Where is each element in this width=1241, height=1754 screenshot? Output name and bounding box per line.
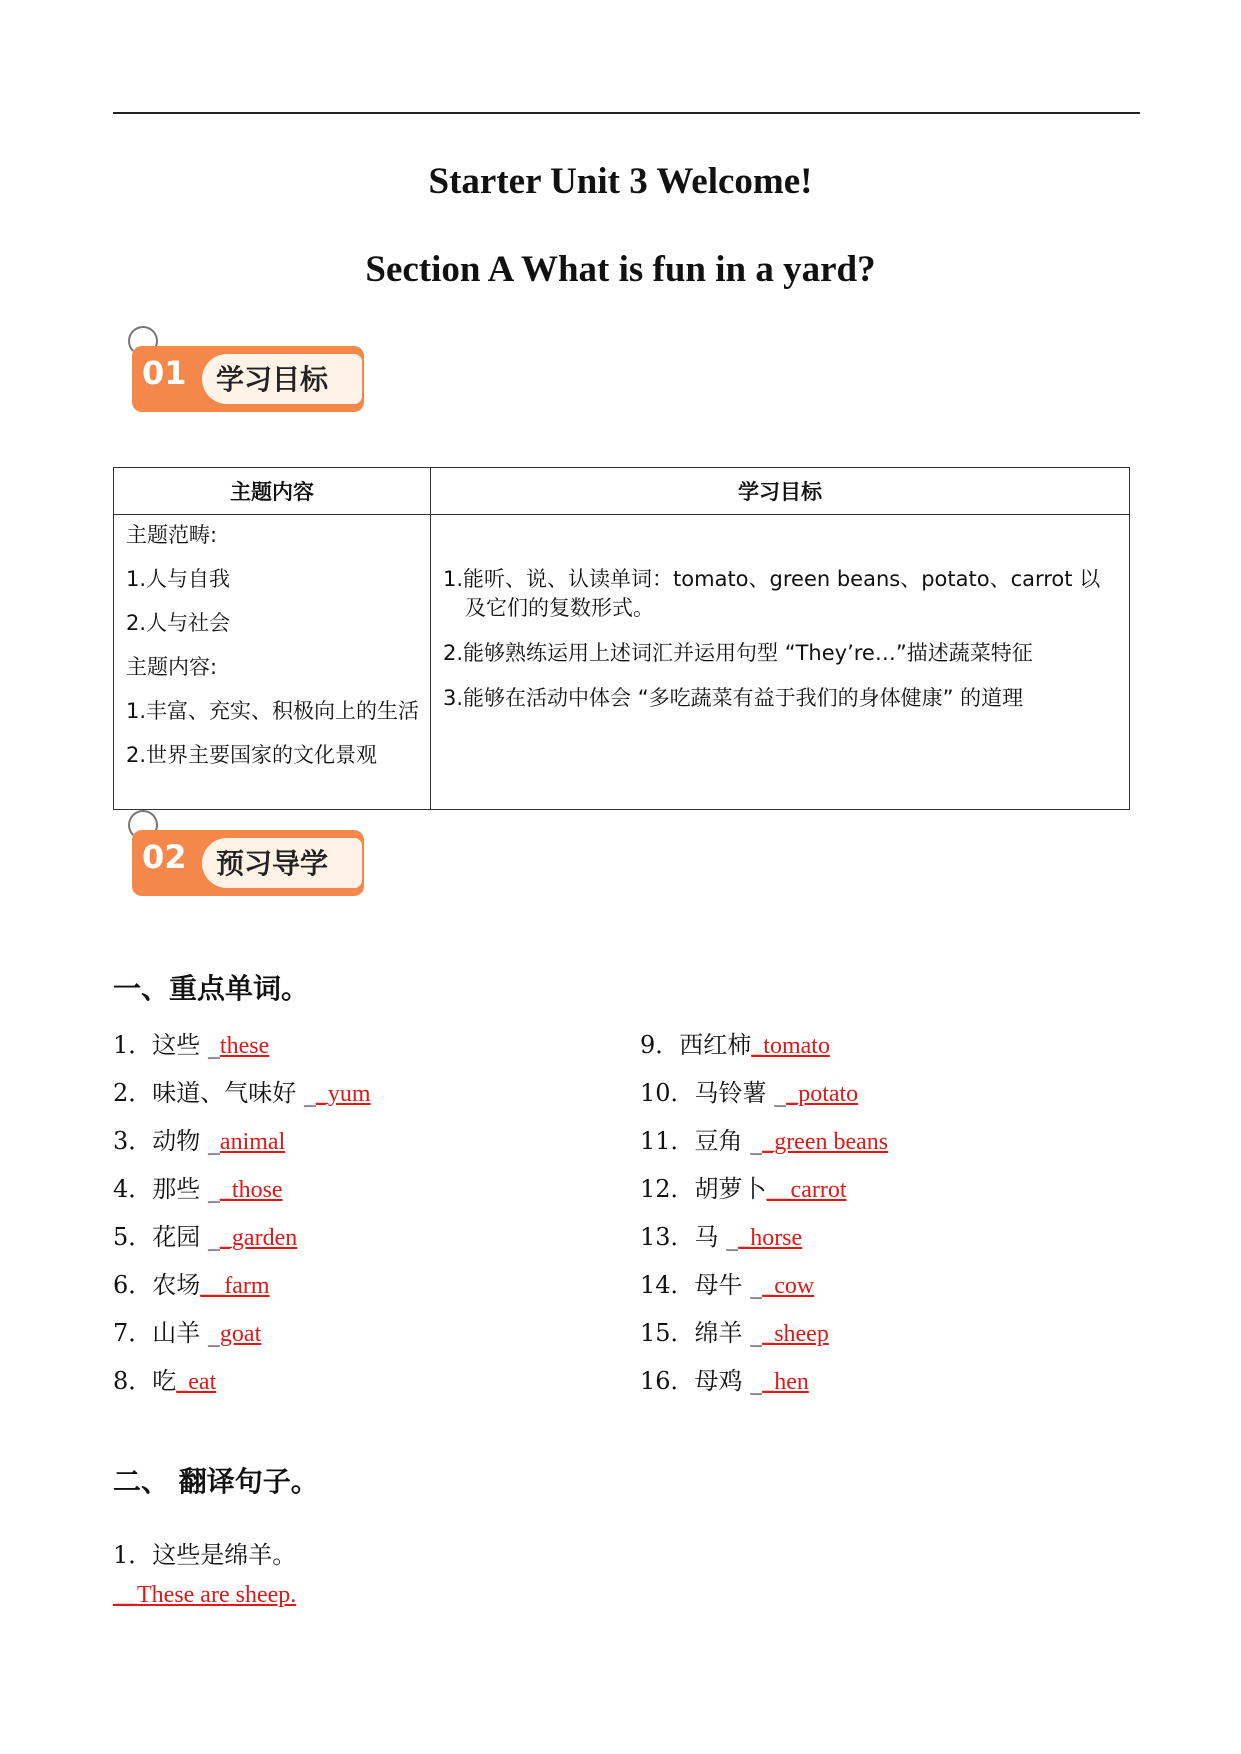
badge-number: 01: [142, 354, 187, 392]
vocab-blank: _: [742, 1367, 763, 1395]
top-rule: [113, 112, 1140, 114]
goal-line: 2.能够熟练运用上述词汇并运用句型 “They’re…”描述蔬菜特征: [443, 641, 1033, 665]
header-goals: 学习目标: [431, 468, 1130, 515]
vocab-blank: _: [200, 1175, 220, 1203]
vocab-item: [113, 1217, 297, 1252]
vocab-answer: animal: [219, 1129, 286, 1155]
vocab-item: [113, 1073, 371, 1108]
badge-preview: [128, 810, 368, 882]
topic-line: 2.人与社会: [126, 611, 231, 635]
vocab-answer: _eat: [176, 1369, 217, 1395]
vocab-number: 3．: [113, 1127, 153, 1155]
vocab-chinese: 山羊: [152, 1319, 201, 1347]
vocab-answer: these: [219, 1033, 270, 1059]
vocab-blank: _: [742, 1319, 763, 1347]
vocab-blank: _: [200, 1127, 220, 1155]
vocab-blank: _: [200, 1223, 220, 1251]
goal-line: 3.能够在活动中体会 “多吃蔬菜有益于我们的身体健康” 的道理: [443, 686, 1024, 710]
vocab-answer: _garden: [219, 1225, 298, 1251]
topic-line: 1.人与自我: [126, 567, 231, 591]
vocab-item: [113, 1313, 261, 1348]
vocab-chinese: 农场: [152, 1271, 201, 1299]
vocab-answer: _horse: [738, 1225, 803, 1251]
vocab-answer: goat: [219, 1321, 262, 1347]
vocab-number: 11．: [640, 1127, 695, 1155]
vocab-number: 15．: [640, 1319, 695, 1347]
vocab-chinese: 绵羊: [694, 1319, 743, 1347]
vocab-item: [113, 1121, 285, 1156]
vocab-chinese: 马铃薯: [694, 1079, 767, 1107]
vocab-answer: _tomato: [751, 1033, 830, 1059]
topic-cell: [114, 515, 431, 810]
header-topic: 主题内容: [114, 468, 431, 515]
vocab-chinese: 胡萝卜: [694, 1175, 767, 1203]
vocab-item: [640, 1361, 809, 1396]
goal-line: 1.能听、说、认读单词：tomato、green beans、potato、carrot 以及它们的复数形式。: [443, 567, 1101, 620]
vocab-item: [640, 1217, 802, 1252]
vocab-number: 5．: [113, 1223, 153, 1251]
vocab-number: 4．: [113, 1175, 153, 1203]
vocab-blank: _: [296, 1079, 316, 1107]
vocab-answer: _cow: [762, 1273, 815, 1299]
vocab-blank: _: [766, 1079, 787, 1107]
vocab-answer: __carrot: [766, 1177, 847, 1203]
vocab-chinese: 母鸡: [694, 1367, 743, 1395]
vocab-answer: _those: [219, 1177, 283, 1203]
vocab-item: [113, 1025, 269, 1060]
badge-learning-goals: [128, 326, 368, 398]
vocab-chinese: 这些: [152, 1031, 201, 1059]
topic-line: 主题范畴:: [126, 523, 218, 547]
vocab-chinese: 花园: [152, 1223, 201, 1251]
vocab-blank: _: [742, 1271, 763, 1299]
vocab-answer: _potato: [786, 1081, 859, 1107]
vocab-number: 16．: [640, 1367, 695, 1395]
vocab-number: 2．: [113, 1079, 153, 1107]
badge-label: 预习导学: [216, 847, 329, 880]
vocab-item: [113, 1361, 216, 1396]
vocab-chinese: 味道、气味好: [152, 1079, 297, 1107]
vocab-chinese: 吃: [152, 1367, 177, 1395]
vocab-item: [640, 1121, 888, 1156]
vocab-item: [640, 1313, 829, 1348]
vocab-blank: _: [200, 1031, 220, 1059]
vocab-blank: _: [742, 1127, 763, 1155]
vocab-item: [640, 1265, 814, 1300]
vocab-chinese: 动物: [152, 1127, 201, 1155]
vocab-item: [113, 1265, 270, 1300]
vocab-blank: _: [718, 1223, 739, 1251]
badge-number: 02: [142, 838, 187, 876]
page-title: Starter Unit 3 Welcome!: [428, 161, 813, 202]
vocab-blank: _: [200, 1319, 220, 1347]
vocab-number: 13．: [640, 1223, 695, 1251]
vocab-item: [640, 1073, 858, 1108]
vocab-answer: __farm: [200, 1273, 270, 1299]
sentence-question: 1．这些是绵羊。: [113, 1541, 297, 1569]
page-subtitle: Section A What is fun in a yard?: [365, 249, 876, 290]
badge-label: 学习目标: [216, 363, 329, 396]
topic-line: 1.丰富、充实、积极向上的生活: [126, 699, 420, 723]
topic-line: 主题内容:: [126, 655, 218, 679]
vocab-answer: _yum: [315, 1081, 371, 1107]
vocab-item: [640, 1169, 847, 1204]
sentence-answer: __These are sheep.: [113, 1582, 297, 1608]
topic-line: 2.世界主要国家的文化景观: [126, 743, 378, 767]
vocab-number: 1．: [113, 1031, 153, 1059]
vocab-number: 6．: [113, 1271, 153, 1299]
vocab-chinese: 母牛: [694, 1271, 743, 1299]
vocab-number: 14．: [640, 1271, 695, 1299]
vocab-item: [113, 1169, 283, 1204]
vocab-answer: _hen: [762, 1369, 809, 1395]
vocab-number: 9．: [640, 1031, 680, 1059]
section2-heading: 二、 翻译句子。: [113, 1465, 319, 1498]
section1-heading: 一、重点单词。: [113, 972, 310, 1005]
goals-cell: [431, 515, 1130, 810]
vocab-chinese: 西红柿: [679, 1031, 752, 1059]
vocab-answer: _sheep: [762, 1321, 829, 1347]
vocab-number: 8．: [113, 1367, 153, 1395]
vocab-chinese: 那些: [152, 1175, 201, 1203]
vocab-item: [640, 1025, 830, 1060]
vocab-number: 7．: [113, 1319, 153, 1347]
goals-table: [113, 467, 1130, 810]
vocab-answer: _green beans: [762, 1129, 889, 1155]
vocab-number: 10．: [640, 1079, 695, 1107]
vocab-number: 12．: [640, 1175, 695, 1203]
vocab-chinese: 马: [694, 1223, 719, 1251]
vocab-chinese: 豆角: [694, 1127, 743, 1155]
